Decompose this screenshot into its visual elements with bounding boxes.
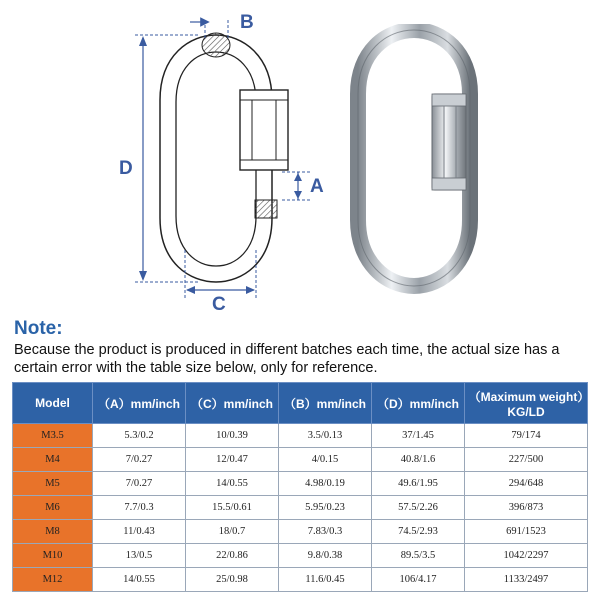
b-cell: 7.83/0.3 — [279, 520, 372, 544]
c-cell: 10/0.39 — [186, 424, 279, 448]
dimension-label-a: A — [310, 176, 324, 197]
header-a: （A）mm/inch — [93, 383, 186, 424]
model-cell: M12 — [13, 568, 93, 592]
table-row — [13, 544, 588, 568]
note-text: Because the product is produced in different batches each time, the actual size has a certain error with the table size below, only for reference. — [14, 342, 560, 376]
a-cell: 14/0.55 — [93, 568, 186, 592]
model-cell: M4 — [13, 448, 93, 472]
specification-table — [12, 382, 588, 592]
b-cell: 9.8/0.38 — [279, 544, 372, 568]
max-weight-cell: 294/648 — [465, 472, 588, 496]
max-weight-cell: 396/873 — [465, 496, 588, 520]
b-cell: 11.6/0.45 — [279, 568, 372, 592]
c-cell: 22/0.86 — [186, 544, 279, 568]
quick-link-technical-drawing — [0, 0, 330, 318]
a-cell: 7/0.27 — [93, 472, 186, 496]
header-c: （C）mm/inch — [186, 383, 279, 424]
d-cell: 74.5/2.93 — [372, 520, 465, 544]
b-cell: 4/0.15 — [279, 448, 372, 472]
d-cell: 37/1.45 — [372, 424, 465, 448]
dimension-label-d: D — [119, 158, 133, 179]
a-cell: 5.3/0.2 — [93, 424, 186, 448]
d-cell: 40.8/1.6 — [372, 448, 465, 472]
model-cell: M8 — [13, 520, 93, 544]
table-row — [13, 424, 588, 448]
a-cell: 13/0.5 — [93, 544, 186, 568]
header-b: （B）mm/inch — [279, 383, 372, 424]
b-cell: 4.98/0.19 — [279, 472, 372, 496]
model-cell: M6 — [13, 496, 93, 520]
model-cell: M10 — [13, 544, 93, 568]
max-weight-cell: 691/1523 — [465, 520, 588, 544]
c-cell: 15.5/0.61 — [186, 496, 279, 520]
table-row — [13, 568, 588, 592]
table-row — [13, 472, 588, 496]
max-weight-cell: 79/174 — [465, 424, 588, 448]
c-cell: 12/0.47 — [186, 448, 279, 472]
a-cell: 7/0.27 — [93, 448, 186, 472]
quick-link-product-image — [348, 24, 488, 294]
table-row — [13, 496, 588, 520]
model-cell: M5 — [13, 472, 93, 496]
c-cell: 25/0.98 — [186, 568, 279, 592]
model-cell: M3.5 — [13, 424, 93, 448]
table-row — [13, 448, 588, 472]
d-cell: 57.5/2.26 — [372, 496, 465, 520]
header-model: Model — [13, 383, 93, 424]
note-title: Note: — [14, 318, 63, 339]
b-cell: 3.5/0.13 — [279, 424, 372, 448]
c-cell: 18/0.7 — [186, 520, 279, 544]
max-weight-cell: 227/500 — [465, 448, 588, 472]
dimension-label-c: C — [212, 294, 226, 315]
header-d: （D）mm/inch — [372, 383, 465, 424]
a-cell: 7.7/0.3 — [93, 496, 186, 520]
a-cell: 11/0.43 — [93, 520, 186, 544]
max-weight-cell: 1042/2297 — [465, 544, 588, 568]
dimension-label-b: B — [240, 12, 254, 33]
b-cell: 5.95/0.23 — [279, 496, 372, 520]
table-header-row — [13, 383, 588, 424]
c-cell: 14/0.55 — [186, 472, 279, 496]
table-row — [13, 520, 588, 544]
d-cell: 89.5/3.5 — [372, 544, 465, 568]
d-cell: 49.6/1.95 — [372, 472, 465, 496]
max-weight-cell: 1133/2497 — [465, 568, 588, 592]
header-max-weight: （Maximum weight）KG/LD — [465, 383, 588, 424]
d-cell: 106/4.17 — [372, 568, 465, 592]
